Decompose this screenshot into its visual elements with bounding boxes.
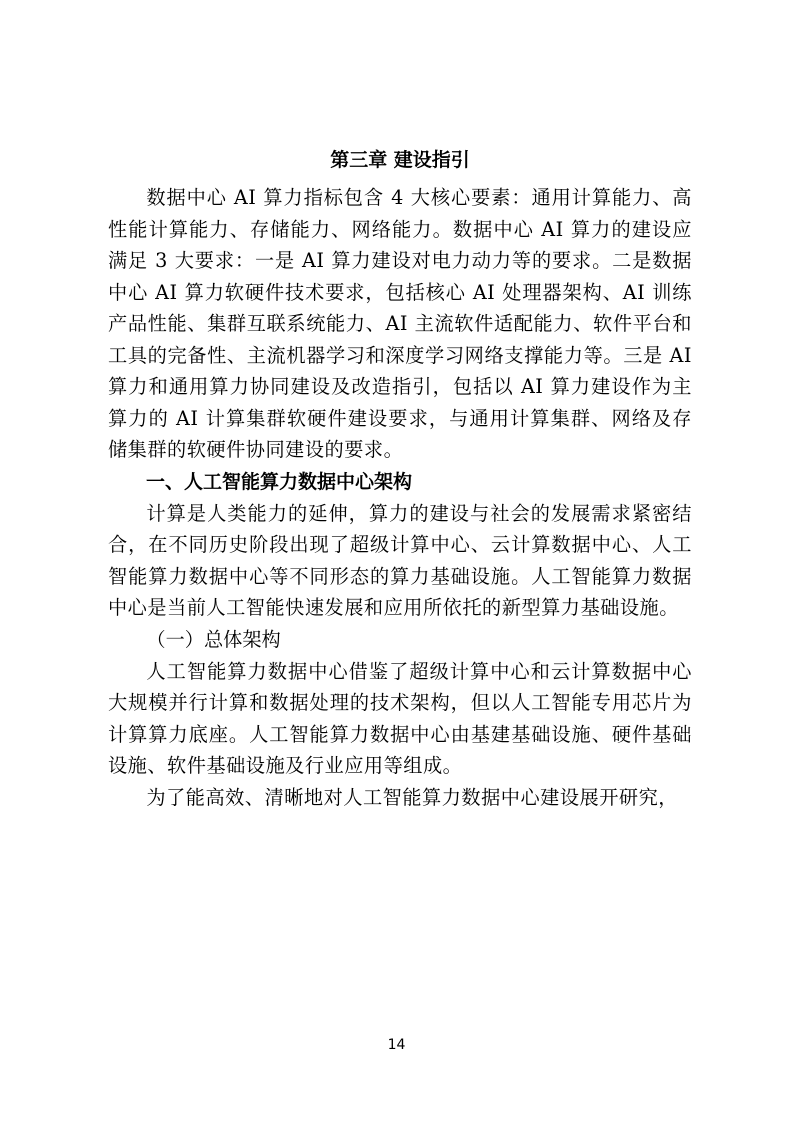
document-page xyxy=(108,146,692,813)
section-title: 一、人工智能算力数据中心架构 xyxy=(146,470,413,493)
section-paragraph: 计算是人类能力的延伸，算力的建设与社会的发展需求紧密结合，在不同历史阶段出现了超级计算中心、云计算数据中心、人工智能算力数据中心等不同形态的算力基础设施。人工智能算力数据中心是当前人工智能快速发展和应用所依托的新型算力基础设施。 xyxy=(108,501,692,619)
page-number: 14 xyxy=(387,1037,406,1053)
subsection-paragraph-2: 为了能高效、清晰地对人工智能算力数据中心建设展开研究， xyxy=(146,785,678,809)
subsection-paragraph-1: 人工智能算力数据中心借鉴了超级计算中心和云计算数据中心大规模并行计算和数据处理的技术架构，但以人工智能专用芯片为计算算力底座。人工智能算力数据中心由基建基础设施、硬件基础设施、软件基础设施及行业应用等组成。 xyxy=(108,659,692,777)
chapter-title: 第三章 建设指引 xyxy=(330,149,470,171)
subsection-title: （一）总体架构 xyxy=(146,627,281,651)
chapter-intro-paragraph: 数据中心 AI 算力指标包含 4 大核心要素：通用计算能力、高性能计算能力、存储能力、网络能力。数据中心 AI 算力的建设应满足 3 大要求：一是 AI 算力建设对电力动力等的要求。二是数据中心 AI 算力软硬件技术要求，包括核心 AI 处理器架构、AI 训练产品性能、集群互联系统能力、AI 主流软件适配能力、软件平台和工具的完备性、主流机器学习和深度学习网络支撑能力等。三是 AI 算力和通用算力协同建设及改造指引，包括以 AI 算力建设作为主算力的 AI 计算集群软硬件建设要求，与通用计算集群、网络及存储集群的软硬件协同建设的要求。 xyxy=(108,186,692,461)
